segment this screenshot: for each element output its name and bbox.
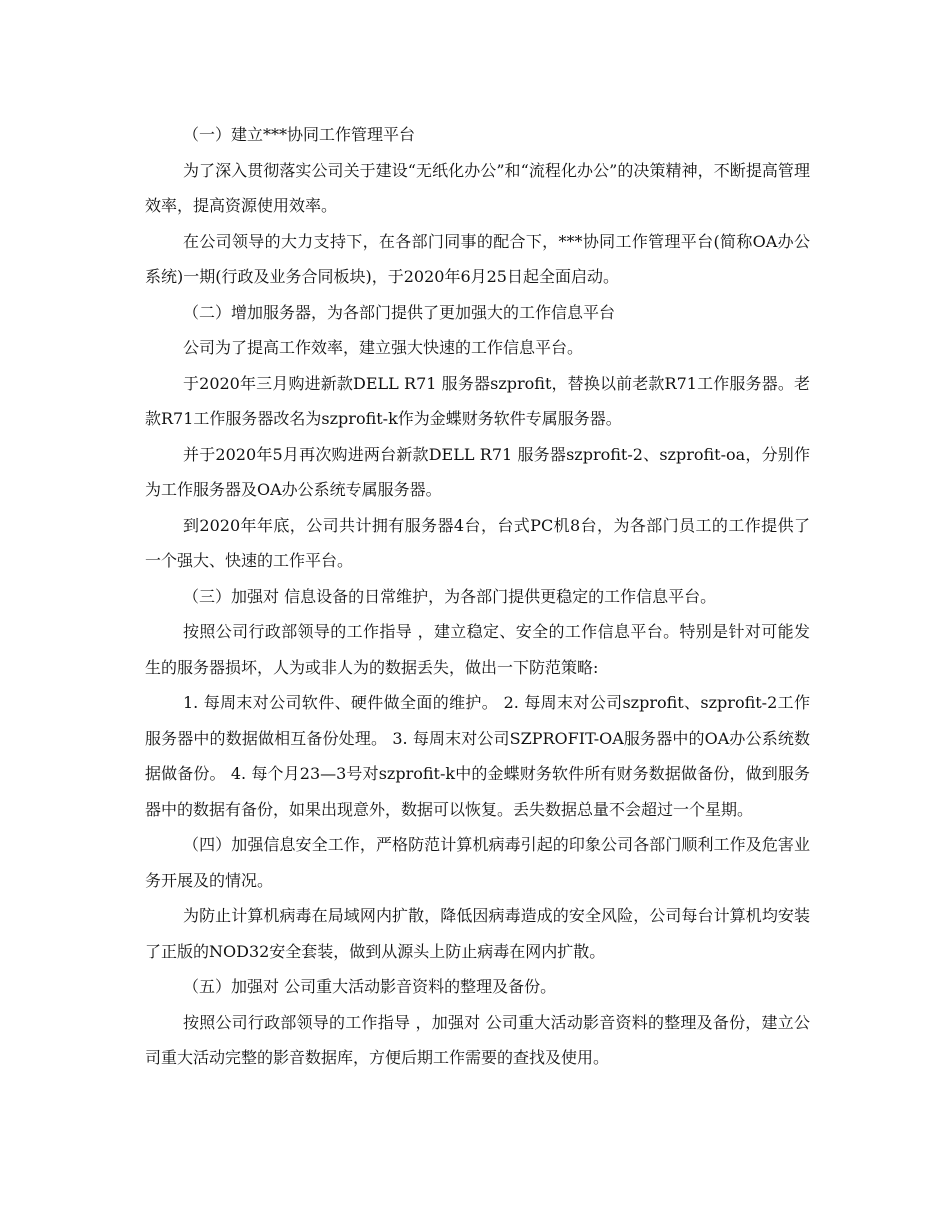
numbered-list-paragraph: 1. 每周末对公司软件、硬件做全面的维护。 2. 每周末对公司szprofit、szprofit-2工作服务器中的数据做相互备份处理。 3. 每周末对公司SZPROFIT-OA服务器中的OA办公系统数据做备份。 4. 每个月23—3号对szprofit-k中的金蝶财务软件所有财务数据做备份，做到服务器中的数据有备份，如果出现意外，数据可以恢复。丢失数据总量不会超过一个星期。	[145, 693, 810, 819]
paragraph: 按照公司行政部领导的工作指导 ，建立稳定、安全的工作信息平台。特别是针对可能发生的服务器损坏，人为或非人为的数据丢失，做出一下防范策略:	[145, 622, 810, 677]
paragraph: 并于2020年5月再次购进两台新款DELL R71 服务器szprofit-2、szprofit-oa，分别作为工作服务器及OA办公系统专属服务器。	[145, 444, 810, 499]
paragraph: 为防止计算机病毒在局域网内扩散，降低因病毒造成的安全风险，公司每台计算机均安装了正版的NOD32安全套装，做到从源头上防止病毒在网内扩散。	[145, 906, 810, 961]
paragraph: 公司为了提高工作效率，建立强大快速的工作信息平台。	[183, 338, 584, 357]
document-body	[145, 117, 810, 1076]
section-heading-2: （二）增加服务器，为各部门提供了更加强大的工作信息平台	[183, 302, 616, 322]
section-heading-4: （四）加强信息安全工作，严格防范计算机病毒引起的印象公司各部门顺利工作及危害业务开展及的情况。	[145, 835, 810, 890]
section-heading-5: （五）加强对 公司重大活动影音资料的整理及备份。	[183, 977, 557, 996]
paragraph: 按照公司行政部领导的工作指导 ，加强对 公司重大活动影音资料的整理及备份，建立公司重大活动完整的影音数据库，方便后期工作需要的查找及使用。	[145, 1012, 810, 1067]
section-heading-1: （一）建立***协同工作管理平台	[183, 125, 416, 144]
paragraph: 为了深入贯彻落实公司关于建设“无纸化办公”和“流程化办公”的决策精神，不断提高管理效率，提高资源使用效率。	[145, 160, 810, 215]
section-heading-3: （三）加强对 信息设备的日常维护，为各部门提供更稳定的工作信息平台。	[183, 586, 717, 606]
paragraph: 于2020年三月购进新款DELL R71 服务器szprofit，替换以前老款R71工作服务器。老款R71工作服务器改名为szprofit-k作为金蝶财务软件专属服务器。	[145, 373, 810, 428]
paragraph: 在公司领导的大力支持下，在各部门同事的配合下，***协同工作管理平台(简称OA办公系统)一期(行政及业务合同板块)，于2020年6月25日起全面启动。	[145, 231, 810, 286]
paragraph: 到2020年年底，公司共计拥有服务器4台，台式PC机8台，为各部门员工的工作提供了一个强大、快速的工作平台。	[145, 515, 810, 570]
